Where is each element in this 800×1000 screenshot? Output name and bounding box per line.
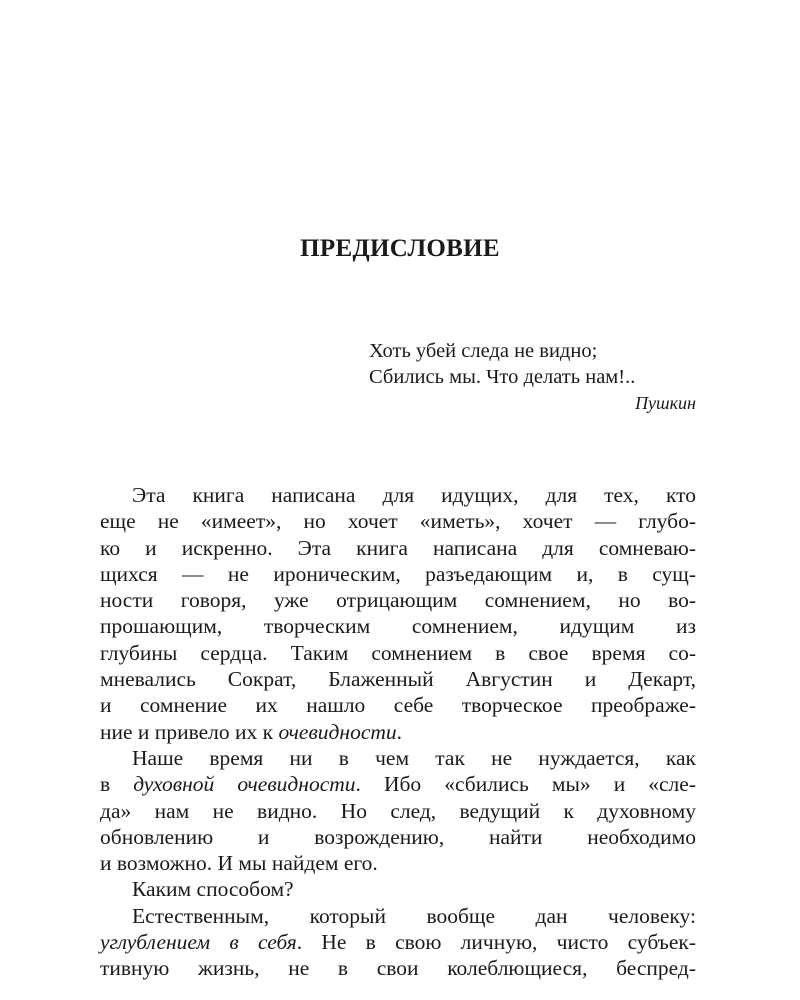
text-segment: обновлению и возрождению, найти необходимо — [100, 824, 696, 849]
text-line — [100, 482, 696, 508]
text-segment: щихся — не ироническим, разъедающим и, в сущ- — [100, 561, 696, 586]
text-line — [100, 771, 696, 797]
epigraph-line: Хоть убей следа не видно; — [369, 340, 598, 362]
text-line — [100, 640, 696, 666]
text-segment: в — [100, 772, 134, 797]
text-segment: еще не «имеет», но хочет «иметь», хочет — глубо- — [100, 509, 696, 534]
text-line — [100, 666, 696, 692]
text-segment: глубины сердца. Таким сомнением в свое время со- — [100, 640, 696, 665]
text-segment: Наше время ни в чем так не нуждается, как — [132, 745, 696, 770]
text-line — [100, 535, 696, 561]
text-segment: тивную жизнь, не в свои колеблющиеся, беспред- — [100, 956, 696, 981]
text-line — [100, 929, 696, 955]
text-segment: да» нам не видно. Но след, ведущий к духовному — [100, 798, 696, 823]
text-segment: . Ибо «сбились мы» и «сле- — [355, 772, 696, 797]
text-segment: . Не в свою личную, чисто субъек- — [296, 930, 696, 955]
text-segment: Каким способом? — [132, 877, 294, 902]
text-line — [100, 850, 696, 876]
text-line — [100, 561, 696, 587]
text-segment: мневались Сократ, Блаженный Августин и Декарт, — [100, 667, 696, 692]
text-line — [100, 876, 696, 902]
page-title: ПРЕДИСЛОВИЕ — [300, 234, 500, 262]
text-line — [100, 745, 696, 771]
italic-text: углублением в себя — [100, 930, 297, 955]
text-line — [100, 613, 696, 639]
text-line — [100, 903, 696, 929]
text-segment: ние и привело их к — [100, 719, 279, 744]
text-segment: ности говоря, уже отрицающим сомнением, но во- — [100, 588, 696, 613]
text-line — [100, 719, 696, 745]
text-line — [100, 955, 696, 981]
text-segment: Эта книга написана для идущих, для тех, кто — [132, 483, 696, 507]
text-segment: и сомнение их нашло себе творческое преображе- — [100, 693, 696, 718]
text-segment: . — [396, 719, 403, 744]
text-line — [100, 692, 696, 718]
text-line — [100, 824, 696, 850]
epigraph — [369, 338, 696, 416]
italic-text: очевидности — [278, 719, 397, 744]
epigraph-line: Сбились мы. Что делать нам!.. — [369, 366, 636, 388]
italic-text: духовной очевидности — [133, 772, 356, 797]
text-segment: ко и искренно. Эта книга написана для сомневаю- — [100, 535, 696, 560]
body-text — [100, 482, 696, 982]
text-line — [100, 798, 696, 824]
epigraph-author: Пушкин — [635, 393, 696, 413]
text-line — [100, 587, 696, 613]
text-segment: Естественным, который вообще дан человеку: — [132, 903, 696, 928]
text-segment: и возможно. И мы найдем его. — [100, 851, 378, 876]
text-segment: прошающим, творческим сомнением, идущим из — [100, 614, 696, 639]
text-line — [100, 508, 696, 534]
